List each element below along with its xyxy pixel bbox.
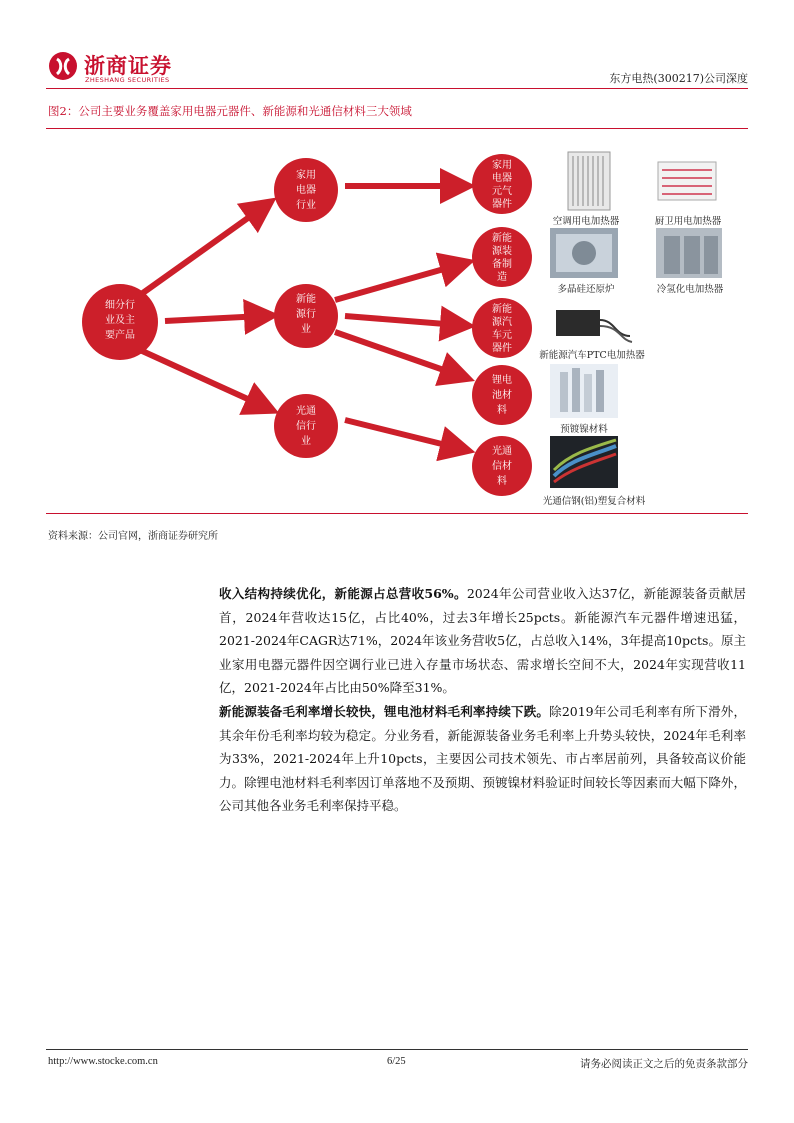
product-5-line-2: 信材: [492, 461, 512, 472]
root-node: [82, 284, 158, 360]
zheshang-logo-icon: [48, 50, 78, 82]
product-1-line-1: 家用: [492, 160, 512, 171]
optical-composite-image: [550, 436, 618, 488]
root-line-2: 业及主: [105, 315, 135, 326]
product-3-line-3: 车元: [492, 330, 512, 341]
caption-hydrogenation-heater: 冷氢化电加热器: [656, 284, 724, 295]
paragraph-1-body: 2024年公司营业收入达37亿，新能源装备贡献居首，2024年营收达15亿，占比40%，过去3年增长25pcts。新能源汽车元器件增速迅猛，2021-2024年CAGR达71%，2024年该业务营收5亿，占总收入14%，3年提高10pcts。原主业家用电器元器件因空调行业已进入存量市场状态、需求增长空间不大，2024年实现营收11亿，2021-2024年占比由50%降至31%。: [219, 586, 746, 695]
industry-node-appliance: [274, 158, 338, 222]
product-node-vehicle-components: [472, 298, 532, 358]
caption-kitchen-heater: 厨卫用电加热器: [654, 216, 722, 227]
caption-ac-heater: 空调用电加热器: [552, 216, 620, 227]
product-3-line-2: 源汽: [492, 317, 512, 328]
root-line-1: 细分行: [105, 300, 135, 311]
figure-bottom-rule: [46, 513, 748, 514]
page-number: 6/25: [387, 1056, 406, 1067]
report-title: 东方电热(300217)公司深度: [609, 72, 748, 85]
product-3-line-1: 新能: [492, 304, 512, 315]
product-node-battery-material: [472, 365, 532, 425]
business-diagram: [70, 140, 730, 510]
industry-1-line-2: 电器: [296, 185, 316, 196]
product-3-line-4: 器件: [492, 343, 512, 354]
product-2-line-3: 备制: [492, 259, 512, 270]
industry-1-line-1: 家用: [296, 170, 316, 181]
paragraph-revenue-structure: [219, 582, 746, 700]
product-4-line-1: 锂电: [492, 375, 512, 386]
caption-optical-composite: 光通信钢(铝)塑复合材料: [542, 496, 646, 507]
product-2-line-4: 造: [497, 272, 507, 283]
paragraph-1-lead: 收入结构持续优化，新能源占总营收56%。: [219, 586, 467, 601]
figure-title: 图2：公司主要业务覆盖家用电器元器件、新能源和光通信材料三大领域: [48, 104, 412, 118]
product-2-line-2: 源装: [492, 246, 512, 257]
hydrogenation-heater-image: [656, 228, 722, 278]
industry-1-line-3: 行业: [296, 200, 316, 211]
footer-disclaimer: 请务必阅读正文之后的免责条款部分: [580, 1058, 748, 1070]
ac-heater-image: [568, 152, 610, 210]
caption-polysilicon-furnace: 多晶硅还原炉: [557, 284, 615, 295]
product-5-line-3: 料: [497, 476, 507, 487]
product-node-newenergy-equipment: [472, 227, 532, 287]
root-line-3: 要产品: [105, 330, 135, 341]
footer-url[interactable]: http://www.stocke.com.cn: [48, 1056, 158, 1067]
caption-ptc-heater: 新能源汽车PTC电加热器: [539, 350, 645, 361]
product-2-line-1: 新能: [492, 233, 512, 244]
company-logo: [48, 50, 178, 86]
caption-nickel-material: 预镀镍材料: [560, 424, 608, 435]
arrow-optical-to-material: [345, 420, 458, 448]
arrow-newenergy-to-equipment: [335, 265, 458, 300]
header-divider: [46, 88, 748, 89]
product-1-line-2: 电器: [492, 173, 512, 184]
product-node-appliance-components: [472, 154, 532, 214]
industry-node-newenergy: [274, 284, 338, 348]
product-1-line-3: 元气: [492, 186, 512, 197]
arrow-newenergy-to-battery: [335, 332, 458, 375]
industry-3-line-3: 业: [301, 436, 311, 447]
industry-2-line-1: 新能: [296, 294, 316, 305]
product-4-line-2: 池材: [492, 390, 512, 401]
paragraph-gross-margin: [219, 700, 746, 818]
product-1-line-4: 器件: [492, 199, 512, 210]
logo-text: 浙商证券: [84, 54, 172, 78]
industry-3-line-1: 光通: [296, 406, 316, 417]
arrow-root-to-optical: [140, 350, 263, 406]
polysilicon-furnace-image: [550, 228, 618, 278]
product-4-line-3: 料: [497, 405, 507, 416]
nickel-material-image: [550, 364, 618, 418]
paragraph-2-lead: 新能源装备毛利率增长较快，锂电池材料毛利率持续下跌。: [219, 704, 550, 719]
industry-3-line-2: 信行: [296, 421, 316, 432]
industry-2-line-2: 源行: [296, 309, 316, 320]
product-5-line-1: 光通: [492, 446, 512, 457]
ptc-heater-image: [556, 310, 632, 342]
arrow-newenergy-to-vehicle: [345, 316, 458, 325]
logo-subtext: ZHESHANG SECURITIES: [85, 76, 170, 84]
paragraph-2-body: 除2019年公司毛利率有所下滑外，其余年份毛利率均较为稳定。分业务看，新能源装备业务毛利率上升势头较快，2024年毛利率为33%，2021-2024年上升10pcts，主要因公司技术领先、市占率居前列，具备较高议价能力。除锂电池材料毛利率因订单落地不及预期、预镀镍材料验证时间较长等因素而大幅下降外，公司其他各业务毛利率保持平稳。: [219, 704, 746, 813]
figure-top-rule: [46, 128, 748, 129]
footer-divider: [46, 1049, 748, 1050]
industry-2-line-3: 业: [301, 324, 311, 335]
arrow-root-to-newenergy: [165, 316, 262, 321]
arrow-root-to-appliance: [140, 208, 262, 295]
product-node-optical-material: [472, 436, 532, 496]
figure-source: 资料来源：公司官网，浙商证券研究所: [48, 531, 218, 542]
kitchen-heater-image: [658, 162, 716, 200]
industry-node-optical: [274, 394, 338, 458]
